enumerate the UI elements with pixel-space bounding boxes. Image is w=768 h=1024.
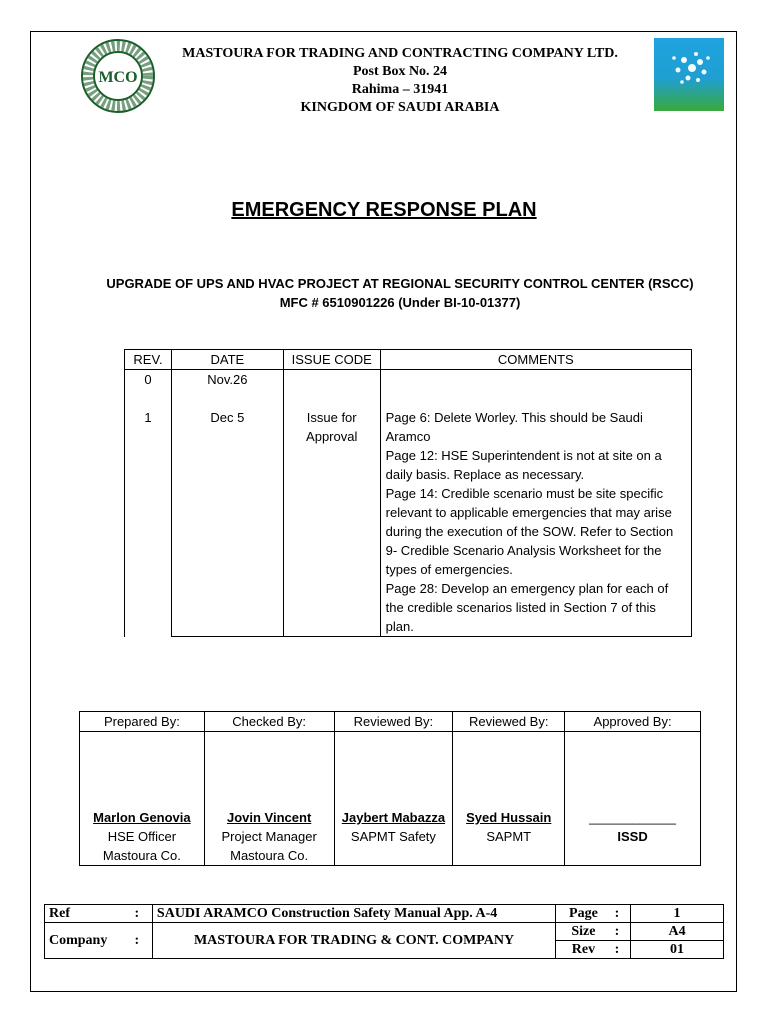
signer-name: Jovin Vincent	[226, 810, 312, 825]
colon: :	[130, 905, 152, 923]
svg-text:MCO: MCO	[98, 69, 138, 86]
saudi-aramco-logo	[654, 38, 724, 111]
reviewed-by-label: Reviewed By:	[334, 712, 453, 732]
signer-role: ISSD	[617, 829, 648, 844]
ref-label: Ref	[45, 905, 131, 923]
signature-cell	[453, 732, 565, 866]
comments-0	[386, 370, 686, 389]
colon: :	[611, 923, 631, 941]
rev-1: 1	[144, 410, 152, 425]
col-header-date: DATE	[171, 350, 283, 370]
signer-role: HSE Officer	[107, 829, 177, 844]
project-line-2: MFC # 6510901226 (Under BI-10-01377)	[279, 295, 521, 310]
signature-header-row	[80, 712, 701, 732]
size-value: A4	[631, 923, 724, 941]
signature-cell	[204, 732, 334, 866]
project-line-1: UPGRADE OF UPS AND HVAC PROJECT AT REGIONAL SECURITY CONTROL CENTER (RSCC)	[106, 276, 694, 291]
ref-value: SAUDI ARAMCO Construction Safety Manual App. A-4	[152, 905, 555, 923]
reviewed-by-label: Reviewed By:	[453, 712, 565, 732]
revision-table	[124, 349, 692, 637]
date-0: Nov.26	[207, 372, 248, 387]
date-1: Dec 5	[210, 410, 245, 425]
prepared-by-label: Prepared By:	[80, 712, 205, 732]
signature-row	[80, 732, 701, 866]
signer-name: Syed Hussain	[466, 810, 552, 825]
signer-role: SAPMT	[486, 829, 532, 844]
signer-role: SAPMT Safety	[350, 829, 436, 844]
signature-cell	[80, 732, 205, 866]
page-label: Page	[556, 905, 611, 923]
document-title: EMERGENCY RESPONSE PLAN	[231, 199, 537, 221]
checked-by-label: Checked By:	[204, 712, 334, 732]
approved-by-label: Approved By:	[565, 712, 701, 732]
col-header-rev: REV.	[125, 350, 172, 370]
footer-row-ref	[45, 905, 724, 923]
signer-org: Mastoura Co.	[230, 848, 309, 863]
comment-line: Page 6: Delete Worley. This should be Saudi Aramco	[385, 410, 643, 444]
address-line-1: Post Box No. 24	[352, 64, 448, 79]
colon: :	[611, 941, 631, 959]
colon: :	[130, 923, 152, 959]
colon: :	[611, 905, 631, 923]
company-header	[160, 45, 640, 117]
rev-label: Rev	[556, 941, 611, 959]
company-name: MASTOURA FOR TRADING AND CONTRACTING COMPANY LTD.	[182, 46, 618, 61]
signer-org: Mastoura Co.	[102, 848, 181, 863]
issue-code-0	[289, 370, 375, 389]
company-label: Company	[45, 923, 131, 959]
size-label: Size	[556, 923, 611, 941]
signer-role: Project Manager	[221, 829, 317, 844]
signature-cell	[565, 732, 701, 866]
rev-value: 01	[631, 941, 724, 959]
signer-name: Marlon Genovia	[93, 810, 191, 825]
comment-line: Page 12: HSE Superintendent is not at site on a daily basis. Replace as necessary.	[385, 448, 662, 482]
footer-table	[44, 904, 724, 959]
revision-header-row	[125, 350, 692, 370]
page-value: 1	[631, 905, 724, 923]
signer-name: Jaybert Mabazza	[341, 810, 446, 825]
col-header-comments: COMMENTS	[380, 350, 691, 370]
project-description	[0, 274, 768, 312]
signer-blank-line: ____________	[589, 810, 676, 825]
company-value: MASTOURA FOR TRADING & CONT. COMPANY	[152, 923, 555, 959]
company-logo-mco	[80, 38, 156, 114]
rev-0: 0	[144, 372, 152, 387]
address-line-2: Rahima – 31941	[351, 82, 449, 97]
comment-line: Page 14: Credible scenario must be site specific relevant to applicable emergencies that may arise during the execution of the SOW. Refer to Section 9- Credible Scenario Analysis Worksheet for the types of emergencies.	[385, 486, 674, 577]
col-header-issue-code: ISSUE CODE	[283, 350, 380, 370]
issue-code-1: Issue for Approval	[306, 410, 358, 444]
footer-row-size	[45, 923, 724, 941]
revision-row	[125, 370, 692, 637]
signature-cell	[334, 732, 453, 866]
country: KINGDOM OF SAUDI ARABIA	[300, 100, 500, 115]
signature-table	[79, 711, 701, 866]
comment-line: Page 28: Develop an emergency plan for each of the credible scenarios listed in Section 7 of this plan.	[385, 581, 669, 634]
